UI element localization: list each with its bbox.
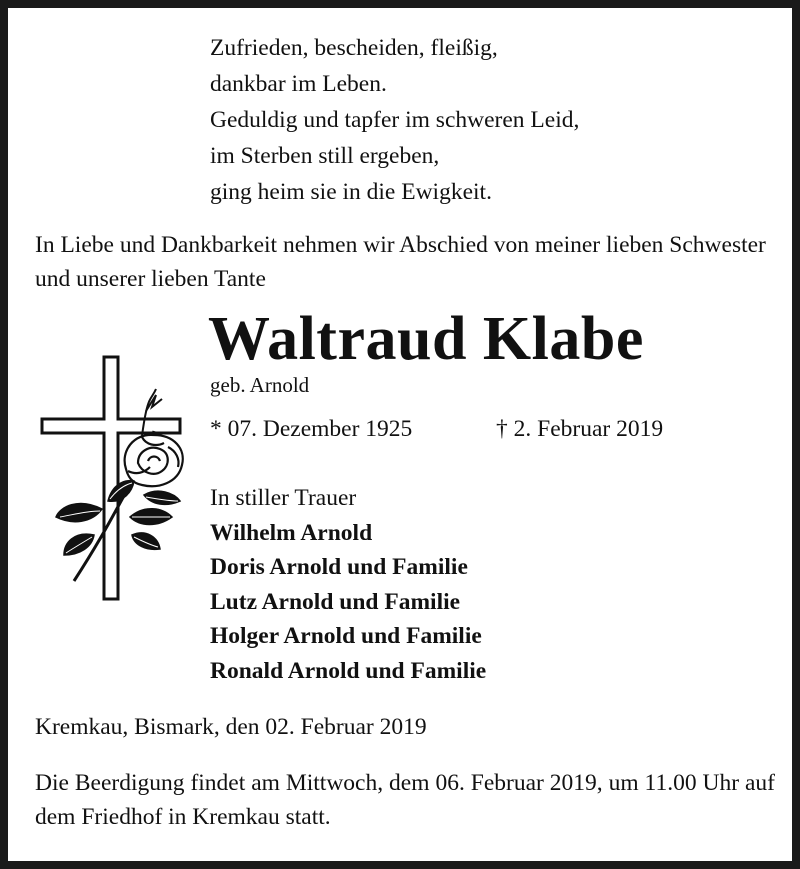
cross-with-rose-icon <box>34 351 214 611</box>
poem-line: dankbar im Leben. <box>210 71 387 97</box>
deceased-name: Waltraud Klabe <box>208 305 644 373</box>
mourner-name: Holger Arnold und Familie <box>210 623 482 649</box>
maiden-name: geb. Arnold <box>210 373 310 397</box>
poem-line: Geduldig und tapfer im schweren Leid, <box>210 107 580 133</box>
mourner-name: Lutz Arnold und Familie <box>210 588 461 615</box>
death-date: † 2. Februar 2019 <box>496 416 664 442</box>
funeral-notice: Die Beerdigung findet am Mittwoch, dem 06. Februar 2019, um 11.00 Uhr auf dem Friedhof in Kremkau statt. <box>35 770 775 830</box>
mourners-label: In stiller Trauer <box>210 485 357 511</box>
poem-line: im Sterben still ergeben, <box>210 143 440 169</box>
mourner-name: Ronald Arnold und Familie <box>210 657 487 684</box>
poem-line: ging heim sie in die Ewigkeit. <box>210 179 492 205</box>
birth-date: * 07. Dezember 1925 <box>210 416 413 442</box>
mourner-name: Wilhelm Arnold <box>210 519 373 546</box>
poem-line: Zufrieden, bescheiden, fleißig, <box>210 35 498 61</box>
mourner-name: Doris Arnold und Familie <box>210 554 468 580</box>
place-and-date: Kremkau, Bismark, den 02. Februar 2019 <box>35 714 427 740</box>
intro-text: In Liebe und Dankbarkeit nehmen wir Abschied von meiner lieben Schwester und unserer lieben Tante <box>35 232 766 292</box>
obituary-notice <box>8 8 792 861</box>
poem <box>210 30 579 210</box>
mourners-block <box>210 481 486 688</box>
